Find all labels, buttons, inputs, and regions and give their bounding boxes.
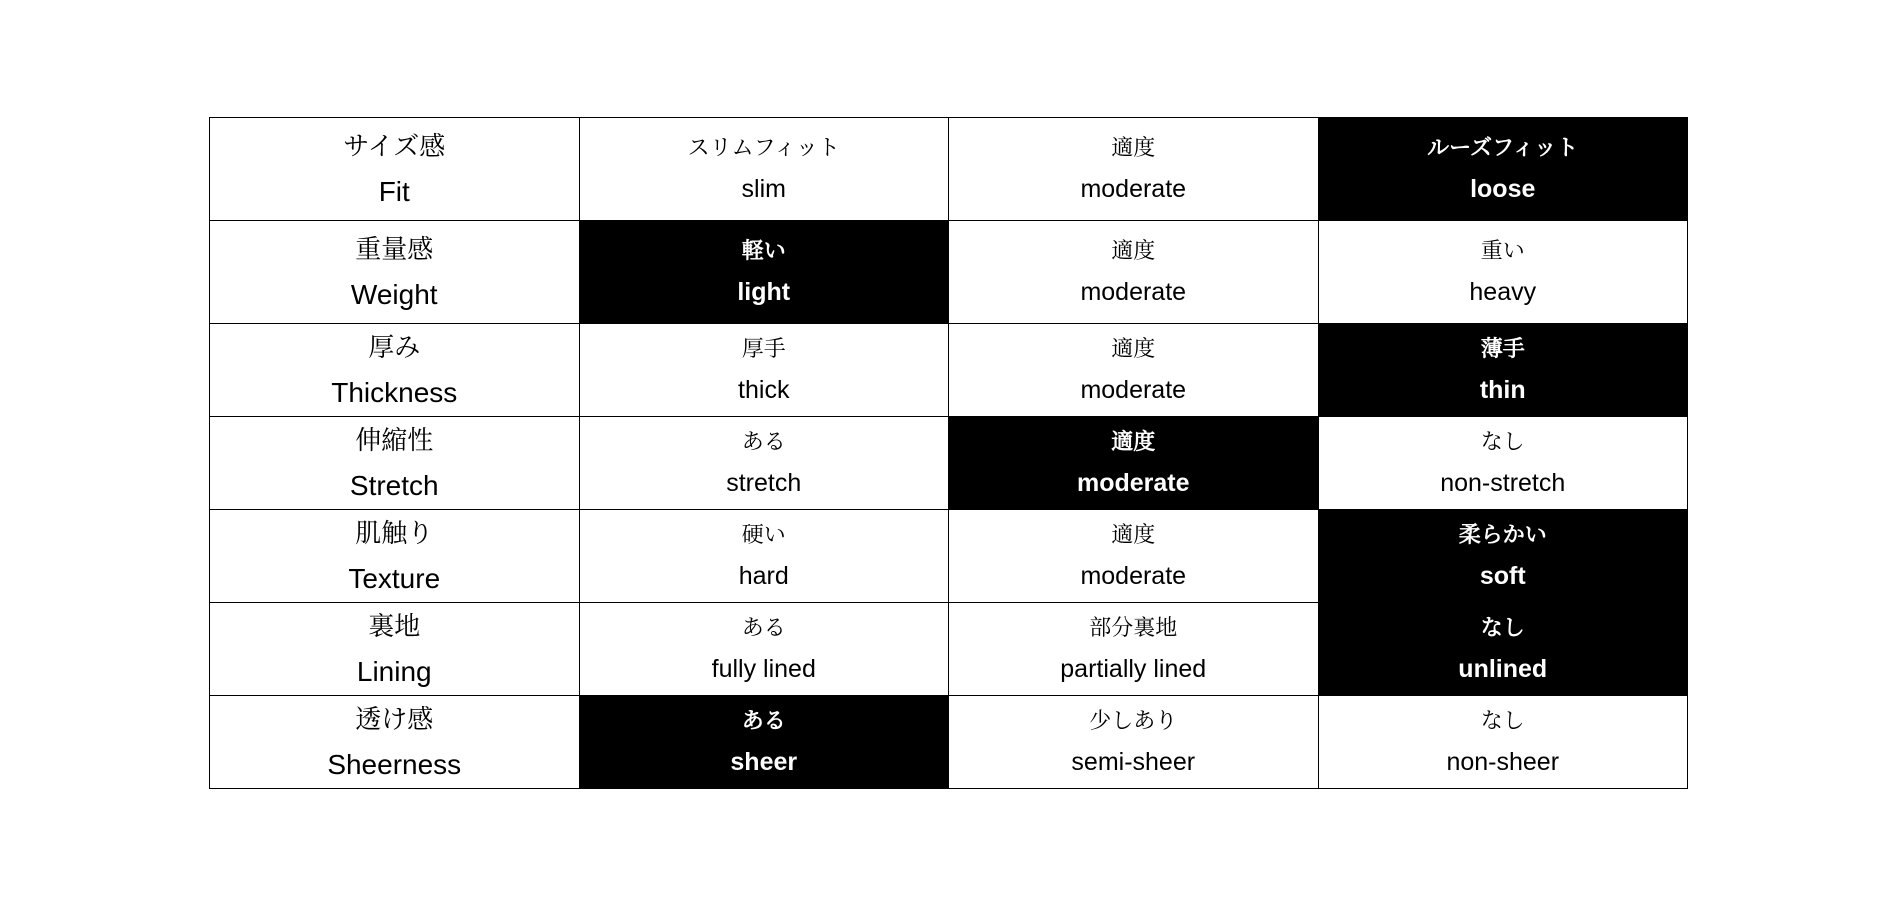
option-en: slim xyxy=(741,175,786,203)
option-cell xyxy=(949,603,1319,696)
option-cell xyxy=(579,510,949,603)
table-row-stretch xyxy=(210,417,1688,510)
option-en: thick xyxy=(738,376,790,404)
option-en: soft xyxy=(1479,562,1526,590)
option-jp: なし xyxy=(1480,430,1525,455)
option-en: non-stretch xyxy=(1440,469,1566,497)
option-jp: 薄手 xyxy=(1480,337,1525,362)
table-row-weight xyxy=(210,221,1688,324)
option-jp: ある xyxy=(741,616,786,641)
option-cell xyxy=(949,696,1319,789)
option-jp: ある xyxy=(741,709,786,734)
option-jp: スリムフィット xyxy=(687,136,840,161)
row-label-en: Lining xyxy=(356,656,432,687)
option-cell-selected xyxy=(949,417,1319,510)
option-jp: 柔らかい xyxy=(1458,523,1547,548)
row-label-lining xyxy=(210,603,580,696)
row-label-weight xyxy=(210,221,580,324)
option-jp: 厚手 xyxy=(741,337,786,362)
option-cell xyxy=(579,324,949,417)
row-label-en: Texture xyxy=(348,563,441,594)
row-label-fit xyxy=(210,118,580,221)
option-jp: なし xyxy=(1480,709,1525,734)
option-cell-selected xyxy=(1318,510,1688,603)
option-en: heavy xyxy=(1469,278,1537,306)
option-en: moderate xyxy=(1080,175,1187,203)
row-label-jp: サイズ感 xyxy=(343,132,446,162)
option-en: stretch xyxy=(726,469,802,497)
option-en: non-sheer xyxy=(1446,748,1560,776)
option-en: loose xyxy=(1470,175,1536,203)
row-label-en: Thickness xyxy=(331,377,458,408)
option-jp: なし xyxy=(1480,616,1525,641)
option-jp: 適度 xyxy=(1111,523,1156,548)
row-label-jp: 肌触り xyxy=(355,519,434,549)
option-cell-selected xyxy=(1318,324,1688,417)
option-cell xyxy=(1318,696,1688,789)
option-jp: 部分裏地 xyxy=(1089,616,1178,641)
option-cell xyxy=(579,118,949,221)
option-en: semi-sheer xyxy=(1071,748,1196,776)
option-cell-selected xyxy=(579,221,949,324)
table-row-fit xyxy=(210,118,1688,221)
option-jp: ある xyxy=(741,430,786,455)
option-cell xyxy=(949,324,1319,417)
option-jp: ルーズフィット xyxy=(1427,136,1579,161)
option-en: moderate xyxy=(1080,278,1187,306)
option-cell-selected xyxy=(579,696,949,789)
option-en: sheer xyxy=(730,748,798,776)
row-label-en: Fit xyxy=(378,176,410,207)
row-label-stretch xyxy=(210,417,580,510)
table-row-sheerness xyxy=(210,696,1688,789)
option-en: moderate xyxy=(1080,562,1187,590)
row-label-sheerness xyxy=(210,696,580,789)
row-label-thickness xyxy=(210,324,580,417)
option-en: moderate xyxy=(1080,376,1187,404)
option-en: fully lined xyxy=(711,655,816,683)
option-cell xyxy=(949,510,1319,603)
option-en: moderate xyxy=(1076,469,1190,497)
row-label-en: Sheerness xyxy=(327,749,462,780)
option-cell xyxy=(579,417,949,510)
table-row-thickness xyxy=(210,324,1688,417)
option-en: unlined xyxy=(1458,655,1548,683)
garment-spec-table xyxy=(209,117,1688,789)
option-cell xyxy=(949,118,1319,221)
option-cell-selected xyxy=(1318,603,1688,696)
row-label-jp: 伸縮性 xyxy=(355,426,434,456)
option-jp: 重い xyxy=(1480,239,1525,264)
option-jp: 適度 xyxy=(1111,430,1156,455)
row-label-en: Stretch xyxy=(349,470,439,501)
option-jp: 適度 xyxy=(1111,337,1156,362)
option-jp: 少しあり xyxy=(1089,709,1178,734)
row-label-en: Weight xyxy=(350,279,438,310)
option-en: thin xyxy=(1479,376,1526,404)
option-cell xyxy=(1318,417,1688,510)
option-en: partially lined xyxy=(1060,655,1207,683)
row-label-jp: 厚み xyxy=(368,333,421,363)
option-cell-selected xyxy=(1318,118,1688,221)
row-label-texture xyxy=(210,510,580,603)
table-row-texture xyxy=(210,510,1688,603)
row-label-jp: 重量感 xyxy=(355,235,434,265)
option-cell xyxy=(579,603,949,696)
option-cell xyxy=(949,221,1319,324)
option-jp: 硬い xyxy=(741,523,786,548)
table-row-lining xyxy=(210,603,1688,696)
option-en: light xyxy=(737,278,791,306)
row-label-jp: 透け感 xyxy=(355,705,434,735)
option-cell xyxy=(1318,221,1688,324)
option-jp: 軽い xyxy=(741,239,786,264)
option-jp: 適度 xyxy=(1111,136,1156,161)
option-en: hard xyxy=(738,562,789,590)
option-jp: 適度 xyxy=(1111,239,1156,264)
row-label-jp: 裏地 xyxy=(368,612,421,642)
